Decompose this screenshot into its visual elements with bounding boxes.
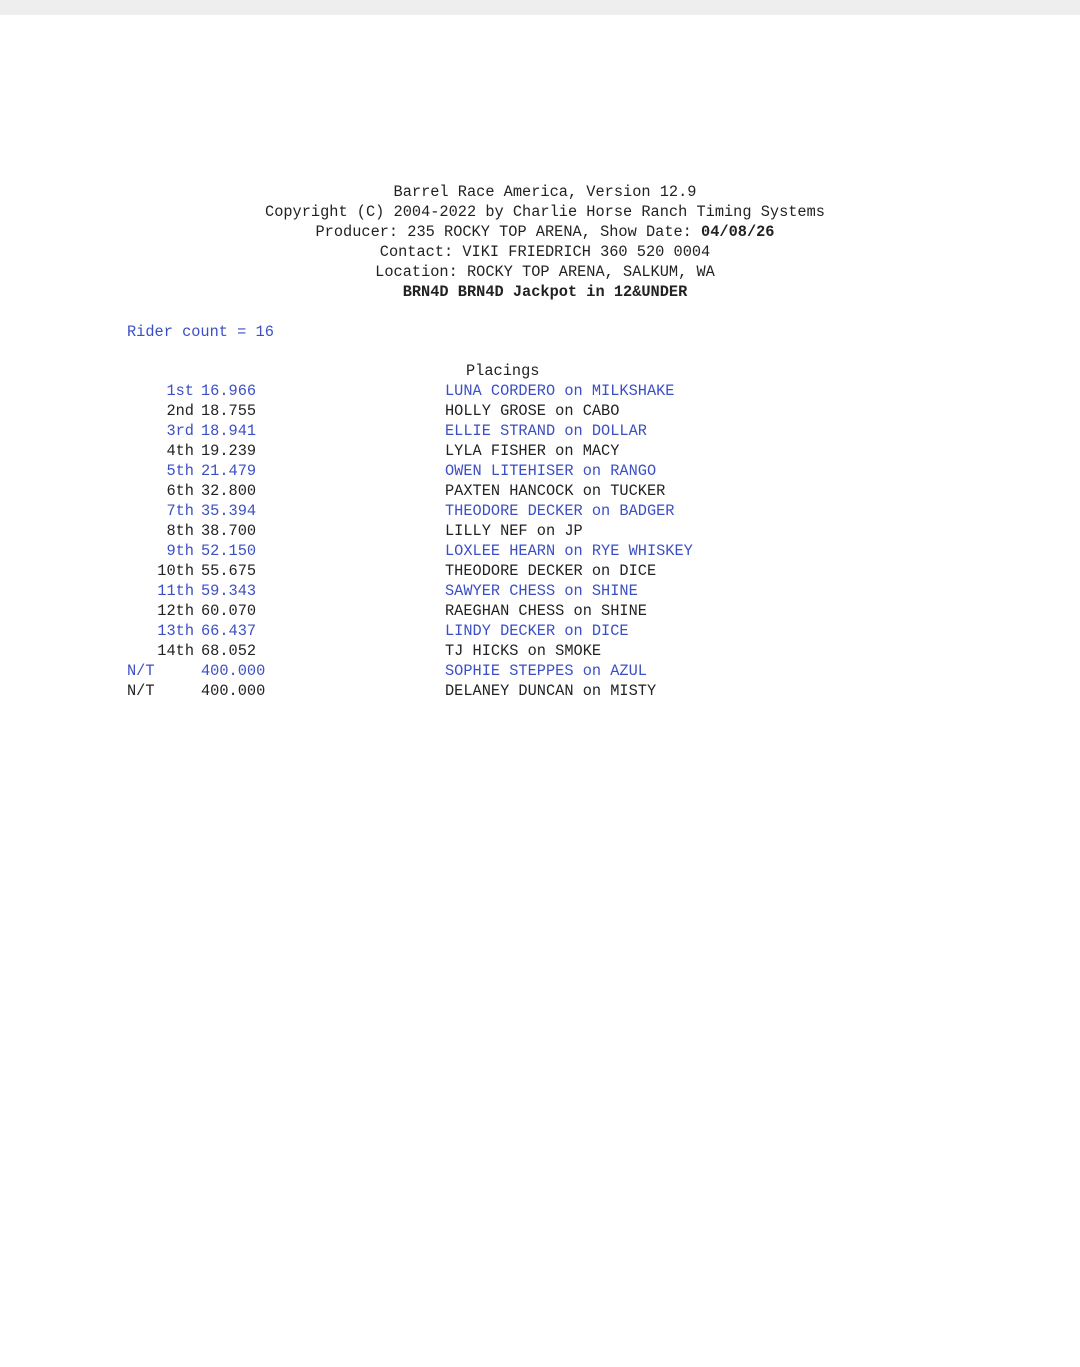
result-row[interactable]	[0, 461, 1080, 481]
result-row	[0, 641, 1080, 661]
run-time: 400.000	[201, 682, 266, 700]
producer-line	[0, 222, 1080, 242]
result-row	[0, 401, 1080, 421]
placing-rank: 8th	[166, 522, 194, 540]
copyright-line: Copyright (C) 2004-2022 by Charlie Horse Ranch Timing Systems	[265, 203, 825, 221]
show-date: 04/08/26	[701, 223, 775, 241]
rider-horse: LYLA FISHER on MACY	[445, 442, 620, 460]
run-time: 55.675	[201, 562, 257, 580]
placing-rank: 14th	[157, 642, 194, 660]
placing-rank: 3rd	[166, 422, 194, 440]
rider-horse: LILLY NEF on JP	[445, 522, 583, 540]
run-time: 18.941	[201, 422, 257, 440]
rider-count-link[interactable]: Rider count = 16	[127, 323, 274, 341]
location-line: Location: ROCKY TOP ARENA, SALKUM, WA	[375, 263, 715, 281]
placing-rank: 12th	[157, 602, 194, 620]
placing-rank: 1st	[166, 382, 194, 400]
placing-rank: N/T	[127, 662, 155, 680]
rider-horse[interactable]: LOXLEE HEARN on RYE WHISKEY	[445, 542, 693, 560]
result-row	[0, 441, 1080, 461]
rider-horse: PAXTEN HANCOCK on TUCKER	[445, 482, 666, 500]
run-time: 60.070	[201, 602, 257, 620]
placing-rank: 2nd	[166, 402, 194, 420]
run-time: 18.755	[201, 402, 257, 420]
run-time: 32.800	[201, 482, 257, 500]
result-row[interactable]	[0, 541, 1080, 561]
results-list	[0, 381, 1080, 701]
run-time: 52.150	[201, 542, 257, 560]
run-time: 19.239	[201, 442, 257, 460]
run-time: 21.479	[201, 462, 257, 480]
result-row[interactable]	[0, 661, 1080, 681]
rider-horse: HOLLY GROSE on CABO	[445, 402, 620, 420]
run-time: 66.437	[201, 622, 257, 640]
placing-rank: 6th	[166, 482, 194, 500]
rider-horse[interactable]: LINDY DECKER on DICE	[445, 622, 629, 640]
rider-horse: THEODORE DECKER on DICE	[445, 562, 657, 580]
rider-horse[interactable]: OWEN LITEHISER on RANGO	[445, 462, 657, 480]
run-time: 38.700	[201, 522, 257, 540]
run-time: 35.394	[201, 502, 257, 520]
run-time: 16.966	[201, 382, 257, 400]
producer-text: Producer: 235 ROCKY TOP ARENA, Show Date:	[315, 223, 702, 241]
rider-horse: TJ HICKS on SMOKE	[445, 642, 602, 660]
result-row	[0, 561, 1080, 581]
result-row	[0, 601, 1080, 621]
placing-rank: 11th	[157, 582, 194, 600]
run-time: 400.000	[201, 662, 266, 680]
placings-heading: Placings	[466, 362, 540, 380]
result-row[interactable]	[0, 381, 1080, 401]
result-row[interactable]	[0, 621, 1080, 641]
run-time: 68.052	[201, 642, 257, 660]
placing-rank: 10th	[157, 562, 194, 580]
run-time: 59.343	[201, 582, 257, 600]
rider-horse: RAEGHAN CHESS on SHINE	[445, 602, 647, 620]
rider-horse: DELANEY DUNCAN on MISTY	[445, 682, 657, 700]
placing-rank: 5th	[166, 462, 194, 480]
rider-horse[interactable]: LUNA CORDERO on MILKSHAKE	[445, 382, 675, 400]
placing-rank: 4th	[166, 442, 194, 460]
top-bar	[0, 0, 1080, 15]
result-row	[0, 681, 1080, 701]
rider-horse[interactable]: ELLIE STRAND on DOLLAR	[445, 422, 647, 440]
placing-rank: 7th	[166, 502, 194, 520]
report-header	[0, 182, 1080, 302]
contact-line: Contact: VIKI FRIEDRICH 360 520 0004	[379, 243, 711, 261]
result-row[interactable]	[0, 421, 1080, 441]
result-row	[0, 521, 1080, 541]
result-row	[0, 481, 1080, 501]
result-row[interactable]	[0, 501, 1080, 521]
placing-rank: 13th	[157, 622, 194, 640]
rider-horse[interactable]: SOPHIE STEPPES on AZUL	[445, 662, 647, 680]
software-version: Barrel Race America, Version 12.9	[393, 183, 697, 201]
placing-rank: 9th	[166, 542, 194, 560]
result-row[interactable]	[0, 581, 1080, 601]
rider-horse[interactable]: THEODORE DECKER on BADGER	[445, 502, 675, 520]
event-title: BRN4D BRN4D Jackpot in 12&UNDER	[402, 283, 688, 301]
placing-rank: N/T	[127, 682, 155, 700]
rider-horse[interactable]: SAWYER CHESS on SHINE	[445, 582, 638, 600]
